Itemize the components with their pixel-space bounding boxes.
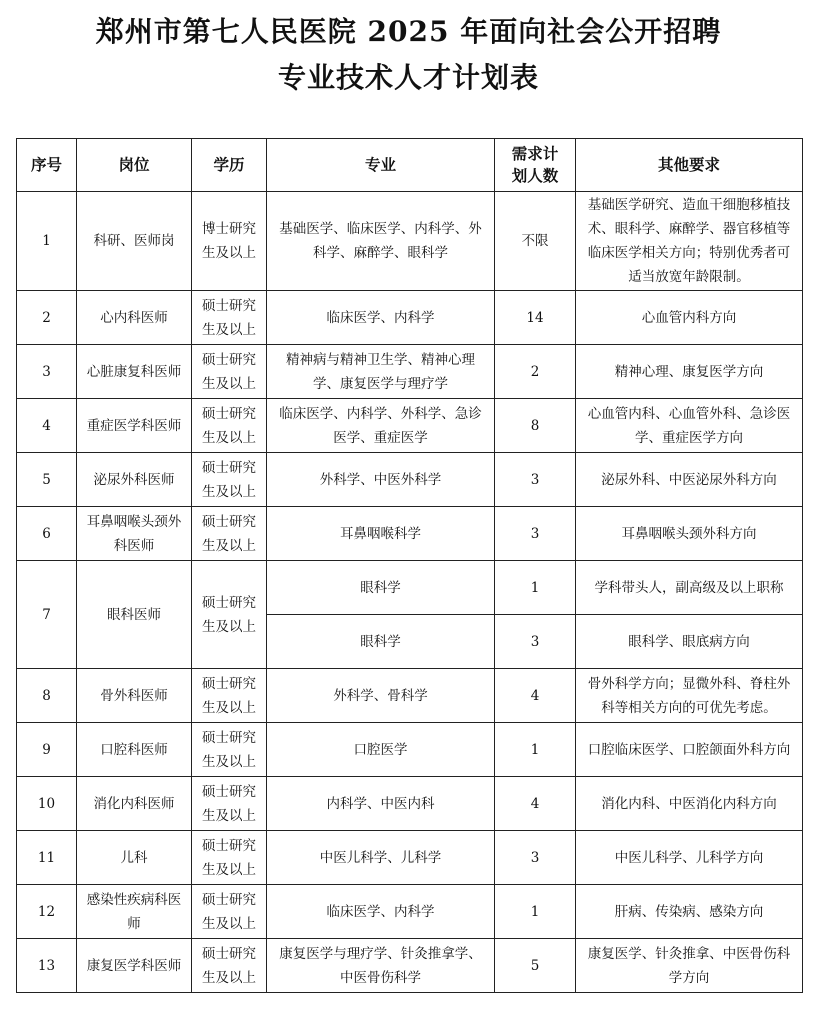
cell-no: 5 — [17, 453, 77, 507]
cell-requirements: 基础医学研究、造血干细胞移植技术、眼科学、麻醉学、器官移植等临床医学相关方向；特别优秀者可适当放宽年龄限制。 — [576, 192, 803, 291]
cell-position: 骨外科医师 — [77, 669, 192, 723]
table-row — [17, 831, 803, 885]
cell-education: 硕士研究生及以上 — [192, 885, 267, 939]
cell-education: 硕士研究生及以上 — [192, 345, 267, 399]
cell-count: 2 — [495, 345, 576, 399]
cell-count: 4 — [495, 669, 576, 723]
cell-count: 8 — [495, 399, 576, 453]
table-row — [17, 399, 803, 453]
cell-major: 口腔医学 — [267, 723, 495, 777]
cell-major: 眼科学 — [267, 615, 495, 669]
cell-position: 消化内科医师 — [77, 777, 192, 831]
cell-major: 临床医学、内科学 — [267, 291, 495, 345]
cell-no: 6 — [17, 507, 77, 561]
cell-major: 中医儿科学、儿科学 — [267, 831, 495, 885]
cell-count: 3 — [495, 831, 576, 885]
cell-no: 3 — [17, 345, 77, 399]
cell-major: 眼科学 — [267, 561, 495, 615]
cell-count: 1 — [495, 561, 576, 615]
header-count-line1: 需求计 — [511, 144, 559, 163]
cell-no: 12 — [17, 885, 77, 939]
cell-education: 硕士研究生及以上 — [192, 507, 267, 561]
recruitment-plan-table — [16, 138, 803, 993]
cell-no: 4 — [17, 399, 77, 453]
cell-requirements: 学科带头人，副高级及以上职称 — [576, 561, 803, 615]
cell-count: 3 — [495, 615, 576, 669]
header-requirements: 其他要求 — [576, 139, 803, 192]
cell-no: 9 — [17, 723, 77, 777]
cell-education: 硕士研究生及以上 — [192, 669, 267, 723]
table-row — [17, 345, 803, 399]
cell-requirements: 口腔临床医学、口腔颌面外科方向 — [576, 723, 803, 777]
cell-count: 4 — [495, 777, 576, 831]
cell-position: 康复医学科医师 — [77, 939, 192, 993]
table-row — [17, 939, 803, 993]
cell-count: 3 — [495, 453, 576, 507]
cell-position: 感染性疾病科医师 — [77, 885, 192, 939]
cell-no: 1 — [17, 192, 77, 291]
cell-requirements: 泌尿外科、中医泌尿外科方向 — [576, 453, 803, 507]
cell-position: 口腔科医师 — [77, 723, 192, 777]
cell-education: 硕士研究生及以上 — [192, 831, 267, 885]
table-row — [17, 723, 803, 777]
cell-major: 康复医学与理疗学、针灸推拿学、中医骨伤科学 — [267, 939, 495, 993]
cell-count: 3 — [495, 507, 576, 561]
table-row — [17, 192, 803, 291]
cell-no: 8 — [17, 669, 77, 723]
document-title-line2: 专业技术人才计划表 — [277, 61, 539, 94]
cell-position: 重症医学科医师 — [77, 399, 192, 453]
cell-position: 科研、医师岗 — [77, 192, 192, 291]
header-major: 专业 — [267, 139, 495, 192]
cell-no: 2 — [17, 291, 77, 345]
cell-major: 内科学、中医内科 — [267, 777, 495, 831]
cell-count: 5 — [495, 939, 576, 993]
cell-requirements: 康复医学、针灸推拿、中医骨伤科学方向 — [576, 939, 803, 993]
cell-no: 7 — [17, 561, 77, 669]
cell-education: 硕士研究生及以上 — [192, 453, 267, 507]
table-row — [17, 291, 803, 345]
header-count-line2: 划人数 — [511, 166, 559, 185]
cell-count: 14 — [495, 291, 576, 345]
cell-education: 硕士研究生及以上 — [192, 561, 267, 669]
cell-major: 外科学、骨科学 — [267, 669, 495, 723]
cell-position: 泌尿外科医师 — [77, 453, 192, 507]
table-header-row — [17, 139, 803, 192]
cell-no: 13 — [17, 939, 77, 993]
cell-education: 硕士研究生及以上 — [192, 723, 267, 777]
cell-position: 儿科 — [77, 831, 192, 885]
table-row — [17, 453, 803, 507]
cell-education: 博士研究生及以上 — [192, 192, 267, 291]
cell-count: 1 — [495, 885, 576, 939]
cell-education: 硕士研究生及以上 — [192, 939, 267, 993]
cell-count: 不限 — [495, 192, 576, 291]
cell-requirements: 骨外科学方向；显微外科、脊柱外科等相关方向的可优先考虑。 — [576, 669, 803, 723]
cell-position: 眼科医师 — [77, 561, 192, 669]
document-title-line1: 郑州市第七人民医院 2025 年面向社会公开招聘 — [95, 15, 722, 48]
cell-position: 耳鼻咽喉头颈外科医师 — [77, 507, 192, 561]
cell-requirements: 眼科学、眼底病方向 — [576, 615, 803, 669]
cell-education: 硕士研究生及以上 — [192, 399, 267, 453]
cell-requirements: 耳鼻咽喉头颈外科方向 — [576, 507, 803, 561]
cell-position: 心内科医师 — [77, 291, 192, 345]
cell-major: 基础医学、临床医学、内科学、外科学、麻醉学、眼科学 — [267, 192, 495, 291]
cell-requirements: 中医儿科学、儿科学方向 — [576, 831, 803, 885]
table-row — [17, 507, 803, 561]
table-body — [17, 192, 803, 993]
cell-no: 11 — [17, 831, 77, 885]
cell-major: 外科学、中医外科学 — [267, 453, 495, 507]
cell-major: 临床医学、内科学、外科学、急诊医学、重症医学 — [267, 399, 495, 453]
cell-requirements: 精神心理、康复医学方向 — [576, 345, 803, 399]
cell-education: 硕士研究生及以上 — [192, 291, 267, 345]
cell-major: 临床医学、内科学 — [267, 885, 495, 939]
table-row — [17, 561, 803, 615]
cell-position: 心脏康复科医师 — [77, 345, 192, 399]
cell-requirements: 肝病、传染病、感染方向 — [576, 885, 803, 939]
table-row — [17, 885, 803, 939]
header-position: 岗位 — [77, 139, 192, 192]
cell-major: 耳鼻咽喉科学 — [267, 507, 495, 561]
cell-education: 硕士研究生及以上 — [192, 777, 267, 831]
cell-requirements: 心血管内科、心血管外科、急诊医学、重症医学方向 — [576, 399, 803, 453]
cell-count: 1 — [495, 723, 576, 777]
header-no: 序号 — [17, 139, 77, 192]
cell-requirements: 心血管内科方向 — [576, 291, 803, 345]
table-row — [17, 669, 803, 723]
cell-no: 10 — [17, 777, 77, 831]
table-row — [17, 777, 803, 831]
cell-major: 精神病与精神卫生学、精神心理学、康复医学与理疗学 — [267, 345, 495, 399]
cell-requirements: 消化内科、中医消化内科方向 — [576, 777, 803, 831]
header-education: 学历 — [192, 139, 267, 192]
header-count — [495, 139, 576, 192]
